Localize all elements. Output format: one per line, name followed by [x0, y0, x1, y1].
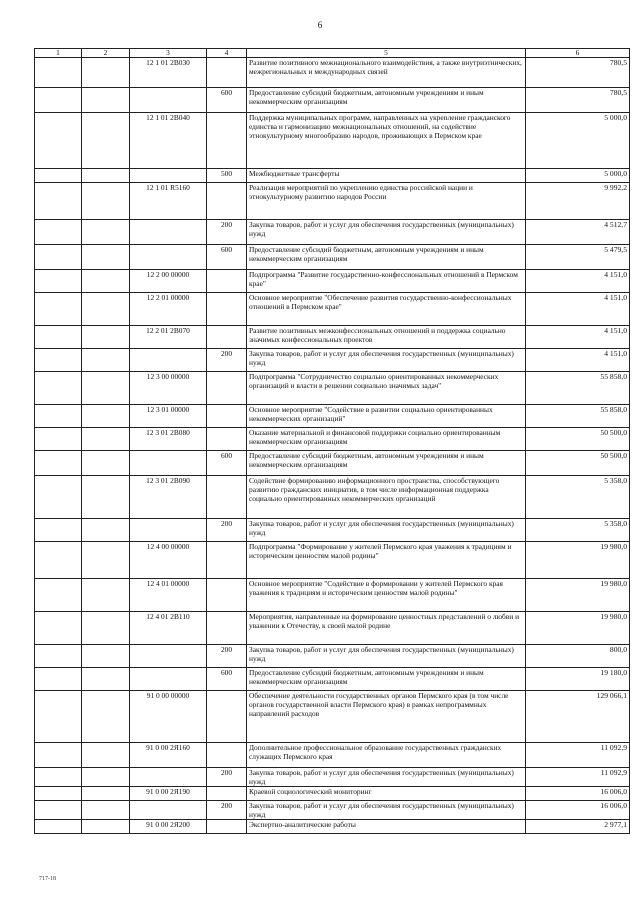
- target-article-code: 12 2 01 00000: [130, 293, 207, 326]
- item-description: Обеспечение деятельности государственных органов Пермского края (в том числе органов государственной власти Пермского края) в рамках непрограммных направлений расходов: [247, 691, 526, 743]
- target-article-code: [130, 801, 207, 820]
- target-article-code: 91 0 00 2Я200: [130, 820, 207, 834]
- expense-type-code: [207, 183, 247, 220]
- table-row: [35, 405, 630, 428]
- page-number: 6: [317, 20, 323, 30]
- empty-cell: [82, 645, 130, 668]
- empty-cell: [82, 542, 130, 579]
- target-article-code: [130, 451, 207, 476]
- empty-cell: [35, 476, 82, 519]
- amount: 4 151,0: [526, 293, 630, 326]
- target-article-code: 12 3 01 2В080: [130, 428, 207, 451]
- amount: 19 180,0: [526, 668, 630, 691]
- amount: 780,5: [526, 88, 630, 113]
- empty-cell: [82, 787, 130, 801]
- budget-table: [34, 48, 630, 834]
- empty-cell: [82, 58, 130, 88]
- table-row: [35, 519, 630, 542]
- table-row: [35, 293, 630, 326]
- amount: 5 000,0: [526, 169, 630, 183]
- expense-type-code: 500: [207, 169, 247, 183]
- target-article-code: [130, 169, 207, 183]
- expense-type-code: 200: [207, 645, 247, 668]
- table-row: [35, 58, 630, 88]
- col-header-1: 1: [35, 49, 82, 58]
- amount: 5 479,5: [526, 245, 630, 270]
- empty-cell: [82, 691, 130, 743]
- table-row: [35, 451, 630, 476]
- target-article-code: [130, 519, 207, 542]
- amount: 19 980,0: [526, 542, 630, 579]
- empty-cell: [82, 579, 130, 612]
- empty-cell: [35, 542, 82, 579]
- empty-cell: [82, 245, 130, 270]
- target-article-code: 12 3 00 00000: [130, 372, 207, 405]
- target-article-code: [130, 768, 207, 787]
- empty-cell: [35, 349, 82, 372]
- table-row: [35, 743, 630, 768]
- table-row: [35, 820, 630, 834]
- empty-cell: [82, 451, 130, 476]
- target-article-code: 12 3 01 00000: [130, 405, 207, 428]
- expense-type-code: [207, 428, 247, 451]
- target-article-code: [130, 349, 207, 372]
- empty-cell: [35, 787, 82, 801]
- item-description: Закупка товаров, работ и услуг для обеспечения государственных (муниципальных) нужд: [247, 768, 526, 787]
- empty-cell: [82, 113, 130, 169]
- item-description: Предоставление субсидий бюджетным, автономным учреждениям и иным некоммерческим организациям: [247, 88, 526, 113]
- expense-type-code: [207, 58, 247, 88]
- item-description: Предоставление субсидий бюджетным, автономным учреждениям и иным некоммерческим организациям: [247, 668, 526, 691]
- amount: 5 000,0: [526, 113, 630, 169]
- empty-cell: [35, 326, 82, 349]
- item-description: Закупка товаров, работ и услуг для обеспечения государственных (муниципальных) нужд: [247, 519, 526, 542]
- item-description: Закупка товаров, работ и услуг для обеспечения государственных (муниципальных) нужд: [247, 349, 526, 372]
- empty-cell: [82, 220, 130, 245]
- item-description: Закупка товаров, работ и услуг для обеспечения государственных (муниципальных) нужд: [247, 645, 526, 668]
- col-header-4: 4: [207, 49, 247, 58]
- amount: 19 980,0: [526, 612, 630, 645]
- empty-cell: [35, 801, 82, 820]
- item-description: Поддержка муниципальных программ, направленных на укрепление гражданского единства и гармонизацию межнациональных отношений, на содействие этнокультурному многообразию народов, проживающих в Пермском крае: [247, 113, 526, 169]
- empty-cell: [82, 612, 130, 645]
- target-article-code: 12 1 01 2В040: [130, 113, 207, 169]
- amount: 50 500,0: [526, 428, 630, 451]
- expense-type-code: 200: [207, 768, 247, 787]
- target-article-code: [130, 220, 207, 245]
- target-article-code: [130, 245, 207, 270]
- expense-type-code: [207, 691, 247, 743]
- empty-cell: [35, 579, 82, 612]
- table-row: [35, 579, 630, 612]
- amount: 9 992,2: [526, 183, 630, 220]
- expense-type-code: 200: [207, 220, 247, 245]
- empty-cell: [82, 293, 130, 326]
- expense-type-code: [207, 270, 247, 293]
- empty-cell: [82, 801, 130, 820]
- empty-cell: [35, 691, 82, 743]
- expense-type-code: 600: [207, 245, 247, 270]
- table-row: [35, 612, 630, 645]
- empty-cell: [35, 88, 82, 113]
- amount: 5 358,0: [526, 476, 630, 519]
- expense-type-code: [207, 743, 247, 768]
- target-article-code: 12 4 01 2В110: [130, 612, 207, 645]
- table-row: [35, 645, 630, 668]
- target-article-code: 12 4 00 00000: [130, 542, 207, 579]
- empty-cell: [35, 220, 82, 245]
- empty-cell: [82, 768, 130, 787]
- empty-cell: [82, 270, 130, 293]
- empty-cell: [35, 245, 82, 270]
- empty-cell: [82, 88, 130, 113]
- empty-cell: [82, 668, 130, 691]
- expense-type-code: 600: [207, 451, 247, 476]
- table-row: [35, 542, 630, 579]
- table-row: [35, 787, 630, 801]
- empty-cell: [35, 645, 82, 668]
- empty-cell: [35, 612, 82, 645]
- item-description: Предоставление субсидий бюджетным, автономным учреждениям и иным некоммерческим организациям: [247, 245, 526, 270]
- empty-cell: [82, 405, 130, 428]
- amount: 11 092,9: [526, 768, 630, 787]
- empty-cell: [82, 372, 130, 405]
- amount: 800,0: [526, 645, 630, 668]
- amount: 50 500,0: [526, 451, 630, 476]
- table-row: [35, 349, 630, 372]
- amount: 4 151,0: [526, 326, 630, 349]
- amount: 5 358,0: [526, 519, 630, 542]
- amount: 4 512,7: [526, 220, 630, 245]
- empty-cell: [35, 58, 82, 88]
- expense-type-code: [207, 372, 247, 405]
- empty-cell: [82, 743, 130, 768]
- amount: 129 066,1: [526, 691, 630, 743]
- empty-cell: [82, 428, 130, 451]
- expense-type-code: 600: [207, 88, 247, 113]
- amount: 55 858,0: [526, 372, 630, 405]
- table-row: [35, 270, 630, 293]
- empty-cell: [35, 169, 82, 183]
- table-row: [35, 183, 630, 220]
- empty-cell: [82, 820, 130, 834]
- table-row: [35, 428, 630, 451]
- target-article-code: 12 3 01 2В090: [130, 476, 207, 519]
- item-description: Экспертно-аналитические работы: [247, 820, 526, 834]
- target-article-code: 12 4 01 00000: [130, 579, 207, 612]
- table-row: [35, 476, 630, 519]
- item-description: Основное мероприятие "Обеспечение развития государственно-конфессиональных отношений в Пермском крае": [247, 293, 526, 326]
- empty-cell: [35, 113, 82, 169]
- empty-cell: [82, 326, 130, 349]
- item-description: Развитие позитивного межнационального взаимодействия, а также внутриэтнических, межрегиональных и международных связей: [247, 58, 526, 88]
- empty-cell: [35, 293, 82, 326]
- empty-cell: [82, 183, 130, 220]
- empty-cell: [35, 428, 82, 451]
- amount: 16 006,0: [526, 801, 630, 820]
- table-row: [35, 768, 630, 787]
- amount: 780,5: [526, 58, 630, 88]
- item-description: Подпрограмма "Сотрудничество социально ориентированных некоммерческих организаций и власти в решении социально значимых задач": [247, 372, 526, 405]
- amount: 11 092,9: [526, 743, 630, 768]
- empty-cell: [82, 349, 130, 372]
- item-description: Дополнительное профессиональное образование государственных гражданских служащих Пермского края: [247, 743, 526, 768]
- col-header-6: 6: [526, 49, 630, 58]
- item-description: Основное мероприятие "Содействие в развитии социально ориентированных некоммерческих организаций": [247, 405, 526, 428]
- item-description: Оказание материальной и финансовой поддержки социально ориентированным некоммерческим организациям: [247, 428, 526, 451]
- item-description: Краевой социологический мониторинг: [247, 787, 526, 801]
- amount: 55 858,0: [526, 405, 630, 428]
- amount: 4 151,0: [526, 270, 630, 293]
- expense-type-code: [207, 612, 247, 645]
- empty-cell: [35, 743, 82, 768]
- empty-cell: [35, 183, 82, 220]
- expense-type-code: 200: [207, 801, 247, 820]
- empty-cell: [35, 372, 82, 405]
- header-row: [35, 49, 630, 58]
- col-header-3: 3: [130, 49, 207, 58]
- col-header-2: 2: [82, 49, 130, 58]
- target-article-code: [130, 88, 207, 113]
- target-article-code: 12 2 01 2В070: [130, 326, 207, 349]
- item-description: Межбюджетные трансферты: [247, 169, 526, 183]
- target-article-code: [130, 645, 207, 668]
- expense-type-code: [207, 405, 247, 428]
- expense-type-code: [207, 326, 247, 349]
- table-row: [35, 801, 630, 820]
- item-description: Реализация мероприятий по укреплению единства российской нации и этнокультурному развитию народов России: [247, 183, 526, 220]
- amount: 2 977,1: [526, 820, 630, 834]
- expense-type-code: 600: [207, 668, 247, 691]
- expense-type-code: 200: [207, 349, 247, 372]
- document-code: 717-18: [39, 876, 56, 882]
- item-description: Развитие позитивных межконфессиональных отношений и поддержка социально значимых конфессиональных проектов: [247, 326, 526, 349]
- empty-cell: [35, 519, 82, 542]
- table-row: [35, 668, 630, 691]
- expense-type-code: [207, 113, 247, 169]
- empty-cell: [35, 820, 82, 834]
- expense-type-code: [207, 293, 247, 326]
- item-description: Содействие формированию информационного пространства, способствующего развитию гражданских инициатив, в том числе информационная поддержка социально ориентированных некоммерческих организаций: [247, 476, 526, 519]
- table-row: [35, 220, 630, 245]
- target-article-code: 12 2 00 00000: [130, 270, 207, 293]
- target-article-code: 12 1 01 2В030: [130, 58, 207, 88]
- table-row: [35, 245, 630, 270]
- table-row: [35, 113, 630, 169]
- table-row: [35, 169, 630, 183]
- empty-cell: [35, 768, 82, 787]
- empty-cell: [82, 169, 130, 183]
- item-description: Закупка товаров, работ и услуг для обеспечения государственных (муниципальных) нужд: [247, 220, 526, 245]
- target-article-code: 91 0 00 00000: [130, 691, 207, 743]
- amount: 4 151,0: [526, 349, 630, 372]
- item-description: Мероприятия, направленные на формирование ценностных представлений о любви и уважении к Отечеству, к своей малой родине: [247, 612, 526, 645]
- target-article-code: 12 1 01 R5160: [130, 183, 207, 220]
- item-description: Предоставление субсидий бюджетным, автономным учреждениям и иным некоммерческим организациям: [247, 451, 526, 476]
- item-description: Основное мероприятие "Содействие в формировании у жителей Пермского края уважения к традициям и историческим ценностям малой родины": [247, 579, 526, 612]
- table-row: [35, 372, 630, 405]
- table-row: [35, 691, 630, 743]
- target-article-code: 91 0 00 2Я190: [130, 787, 207, 801]
- item-description: Закупка товаров, работ и услуг для обеспечения государственных (муниципальных) нужд: [247, 801, 526, 820]
- col-header-5: 5: [247, 49, 526, 58]
- table-row: [35, 326, 630, 349]
- expense-type-code: [207, 476, 247, 519]
- table-body: [35, 58, 630, 834]
- empty-cell: [35, 405, 82, 428]
- empty-cell: [82, 476, 130, 519]
- empty-cell: [35, 668, 82, 691]
- empty-cell: [82, 519, 130, 542]
- item-description: Подпрограмма "Развитие государственно-конфессиональных отношений в Пермском крае": [247, 270, 526, 293]
- expense-type-code: [207, 542, 247, 579]
- amount: 16 006,0: [526, 787, 630, 801]
- expense-type-code: [207, 820, 247, 834]
- expense-type-code: [207, 579, 247, 612]
- table-row: [35, 88, 630, 113]
- item-description: Подпрограмма "Формирование у жителей Пермского края уважения к традициям и историческим ценностям малой родины": [247, 542, 526, 579]
- empty-cell: [35, 451, 82, 476]
- amount: 19 980,0: [526, 579, 630, 612]
- expense-type-code: 200: [207, 519, 247, 542]
- empty-cell: [35, 270, 82, 293]
- target-article-code: [130, 668, 207, 691]
- expense-type-code: [207, 787, 247, 801]
- target-article-code: 91 0 00 2Я160: [130, 743, 207, 768]
